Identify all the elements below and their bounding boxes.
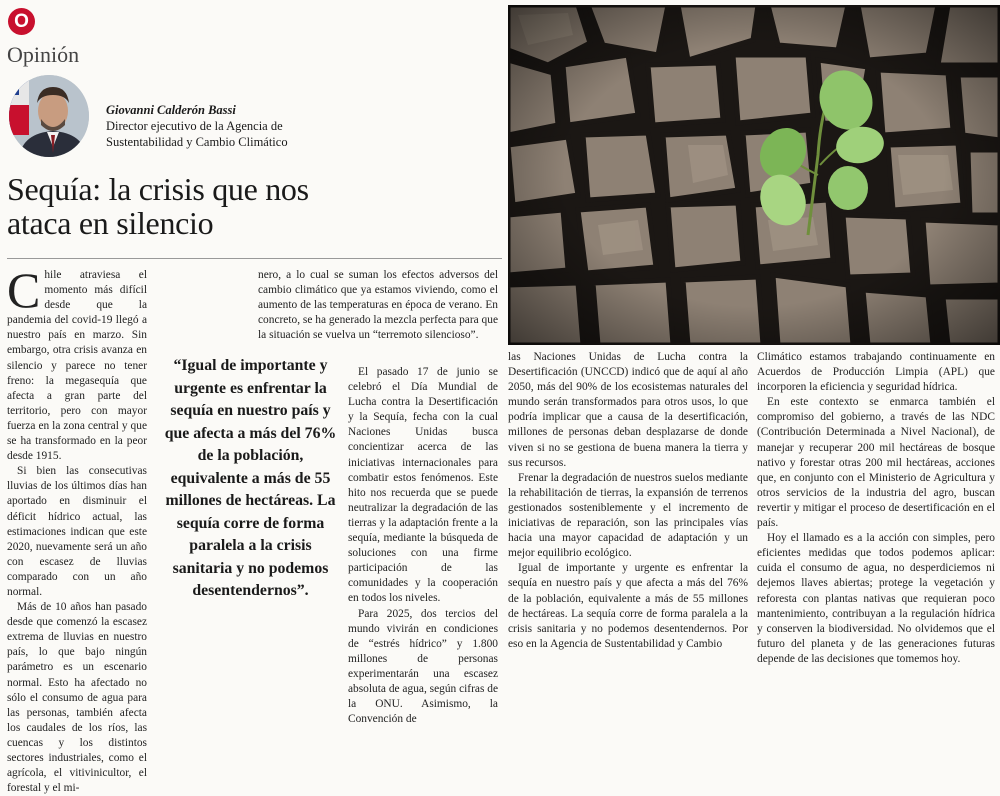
article-paragraph: Hoy el llamado es a la acción con simples, pero eficientes medidas que todos podemos aplicar: cuida el consumo de agua, no desperdiciemos ni dejemos llaves abiertas; protege la vegetación y reforesta con plantas nativas que requieran poco mantenimiento, contribuyan a la regulación hídrica y conserven la biodiversidad. No olvidemos que el futuro del planeta y de las generaciones futuras depende de las decisiones que tomemos hoy. [757,532,995,665]
article-paragraph: Frenar la degradación de nuestros suelos mediante la rehabilitación de tierras, la expansión de terrenos gestionados sosteniblemente y el incremento de iniciativas de reparación, son las principales vías hacia una mayor capacidad de adaptación y un mejor equilibrio ecológico. [508,471,748,560]
author-role-line2: Sustentabilidad y Cambio Climático [106,135,288,149]
article-column-4 [757,350,995,667]
pull-quote: “Igual de importante y urgente es enfrentar la sequía en nuestro país y que afecta a más del 76% de la población, equivalente a más de 55 millones de hectáreas. La sequía corre de forma paralela a la crisis sanitaria y no podemos desentendernos”. [164,357,337,599]
article-paragraph: El pasado 17 de junio se celebró el Día Mundial de Lucha contra la Desertificación y la Sequía, fecha con la cual Naciones Unidas busca concientizar acerca de las iniciativas internacionales para combatir estos fenómenos. Este hito nos recuerda que se puede neutralizar la degradación de las tierras y la adaptación frente a la sequía, mediante la búsqueda de soluciones con una firme participación de las comunidades y la cooperación en todos los niveles. [348,366,498,605]
article-paragraph: Si bien las consecutivas lluvias de los últimos días han aportado en disminuir el déficit hídrico actual, las estimaciones indican que este 2020, nuevamente será un año con escasez de lluvias comparado con un año normal. [7,465,147,598]
article-column-2 [258,268,498,343]
article-column-1 [7,262,147,796]
article-column-3 [508,350,748,652]
article-paragraph: nero, a lo cual se suman los efectos adversos del cambio climático que ya estamos viviendo, como el aumento de las temperaturas en época de verano. En concreto, se ha generado la mezcla perfecta para que la situación se vuelva un “terremoto silencioso”. [258,269,499,342]
article-paragraph: Chile atraviesa el momento más difícil desde que la pandemia del covid-19 llegó a nuestro país en marzo. Sin embargo, otra crisis avanza en silencio y parece no tener freno: la megasequía que afecta a gran parte del territorio, pero con mayor fuerza en la zona central y que se ha transformado en la peor desde 1915. [7,262,147,463]
newspaper-logo: O [8,8,35,35]
author-portrait [9,75,89,157]
headline: Sequía: la crisis que nos ataca en silencio [7,171,309,241]
cracked-earth-sprout-photo [508,5,1000,345]
article-paragraph: Para 2025, dos tercios del mundo vivirán en condiciones de “estrés hídrico” y 1.800 millones de personas experimentarán una escasez absoluta de agua, según cifras de la ONU. Asimismo, la Convención de [348,607,498,726]
article-paragraph: Climático estamos trabajando continuamente en Acuerdos de Producción Limpia (APL) que incorporen la eficiencia y seguridad hídrica. [757,351,995,394]
section-label: Opinión [7,42,80,67]
drop-cap: C [7,262,41,318]
article-paragraph: En este contexto se enmarca también el compromiso del gobierno, a través de las NDC (Contribución Determinada a Nivel Nacional), de manejar y recuperar 200 mil hectáreas de bosque nativo y forestar otras 200 mil hectáreas, acciones que, en conjunto con el Ministerio de Agricultura y otros servicios de la industria del agro, buscan revertir y mitigar el proceso de desertificación en el país. [757,396,995,530]
author-role-line1: Director ejecutivo de la Agencia de [106,119,283,133]
headline-divider [7,258,502,259]
author-name: Giovanni Calderón Bassi [106,103,236,117]
author-byline [106,102,288,150]
article-paragraph: Más de 10 años han pasado desde que comenzó la escasez extrema de lluvias en nuestro país, lo que bajo ningún parámetro es un escenario normal. Esto ha afectado no sólo el consumo de agua para las personas, también afecta los caudales de los ríos, las cuencas y los distintos sectores industriales, como el agrícola, el vitivinicultor, el forestal y el mi- [7,601,147,795]
article-paragraph: las Naciones Unidas de Lucha contra la Desertificación (UNCCD) indicó que de aquí al año 2050, más del 90% de los ecosistemas naturales del mundo serán transformados para otros usos, lo que podría implicar que a causa de la desertificación, millones de personas deban desplazarse de donde viven si no se gestiona de buena manera la tierra y sus recursos. [508,351,748,469]
article-column-2-lower [348,365,498,727]
article-paragraph: Igual de importante y urgente es enfrentar la sequía en nuestro país y que afecta a más del 76% de la población, equivalente a más de 55 millones de hectáreas. La sequía corre de forma paralela a la crisis sanitaria y no podemos desentendernos. Por eso en la Agencia de Sustentabilidad y Cambio [508,562,748,650]
